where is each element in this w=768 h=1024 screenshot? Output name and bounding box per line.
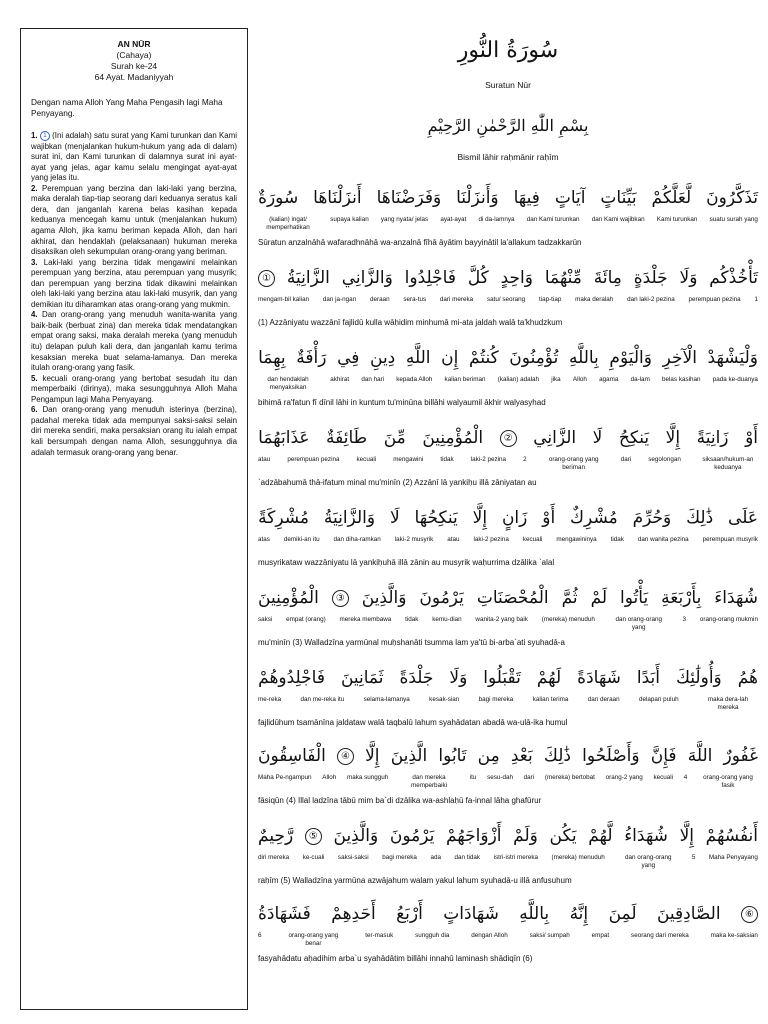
- word-gloss: demiki-an itu: [283, 536, 320, 543]
- word-gloss: sesu-dah: [487, 774, 513, 781]
- arabic-word: الْمُحْصَنَاتِ: [476, 588, 549, 608]
- arabic-line: [258, 178, 758, 218]
- word-gloss: supaya kalian: [330, 216, 369, 223]
- arabic-word: يَرْمُونَ: [389, 826, 435, 846]
- arabic-word: الْآخِرِ: [662, 348, 697, 368]
- word-gloss: dan ja-ngan: [322, 296, 357, 303]
- arabic-word: وَفَرَضْنَاهَا: [376, 188, 442, 208]
- word-gloss: empat (orang): [286, 616, 326, 623]
- arabic-word: مِّنْهُمَا: [544, 268, 582, 288]
- word-gloss: laki-2 musyrik: [394, 536, 434, 543]
- arabic-word: لَمْ: [590, 588, 608, 608]
- word-gloss: kalian terima: [532, 696, 569, 703]
- verse-end-marker-icon: ④: [337, 748, 354, 765]
- arabic-word: وَالزَّانِي: [341, 268, 393, 288]
- transliteration-line: `adzābahumā thā-ifatum minal mu'minīn (2) Azzānī lā yankiḥu illā zāniyatan au: [258, 478, 537, 487]
- word-gloss: dan Kami wajibkan: [591, 216, 645, 223]
- word-gloss: orang-orang mukmin: [699, 616, 758, 623]
- arabic-word: وَأُولَٰئِكَ: [675, 668, 722, 688]
- arabic-word: الْمُؤْمِنِينَ: [422, 428, 484, 448]
- arabic-line: [258, 418, 758, 458]
- arabic-word: بِاللَّهِ: [568, 348, 599, 368]
- arabic-word: ثُمَّ: [561, 588, 578, 608]
- arabic-word: الصَّادِقِينَ: [656, 904, 721, 924]
- word-gloss: tiap-tiap: [538, 296, 562, 303]
- verse-row: [258, 498, 758, 578]
- verse-translation: [31, 258, 237, 311]
- arabic-word: ثَمَانِينَ: [340, 668, 384, 688]
- arabic-line: [258, 736, 758, 776]
- verse-row: [258, 816, 758, 896]
- arabic-word: رَأْفَةٌ: [296, 348, 327, 368]
- word-gloss: sera-tus: [403, 296, 427, 303]
- arabic-word: جَلْدَةٍ: [633, 268, 668, 288]
- transliteration-line: (1) Azzāniyatu wazzānī fajlidū kulla wāḥidim minhumā mi-ata jaldah walā ta'khudzkum: [258, 318, 563, 327]
- transliteration-line: fajlidūhum tsamānīna jaldataw walā taqbalū lahum syahādatan abadā wa-ulā-ika humul: [258, 718, 568, 727]
- word-gloss: mengawini: [393, 456, 424, 463]
- word-gloss: dan hendaklah menyaksikan: [267, 376, 309, 391]
- verse-row: [258, 658, 758, 738]
- verse-translation: [31, 184, 237, 258]
- arabic-word: وَأَصْلَحُوا: [582, 746, 640, 766]
- word-gloss: Kami turunkan: [656, 216, 698, 223]
- word-gloss: laki-2 pezina: [473, 536, 509, 543]
- word-gloss: dari: [523, 774, 535, 781]
- verse-row: [258, 338, 758, 418]
- word-gloss: dan mereka memperbaiki: [410, 774, 448, 789]
- word-gloss: dan laki-2 pezina: [627, 296, 675, 303]
- arabic-word: اللَّهِ: [405, 348, 431, 368]
- word-gloss: saksi: [258, 616, 273, 623]
- verse-end-marker-icon: ③: [332, 590, 349, 607]
- arabic-line: [258, 338, 758, 378]
- word-gloss: dan tidak: [454, 854, 481, 861]
- word-gloss-line: [258, 854, 758, 876]
- word-gloss-line: [258, 774, 758, 796]
- surah-name-latin: Suratun Nūr: [485, 80, 531, 90]
- arabic-word: وَلَا: [679, 268, 698, 288]
- word-gloss: 3: [682, 616, 687, 623]
- arabic-word: أَحَدِهِمْ: [331, 904, 376, 924]
- word-gloss: empat: [591, 932, 610, 939]
- verse-end-marker-icon: ①: [258, 270, 275, 287]
- verse-text: kecuali orang-orang yang bertobat sesudah itu dan memperbaiki (dirinya), maka sesungguhnya Alloh Maha Pengampun lagi Maha Penyayang.: [31, 373, 237, 404]
- word-gloss: (mereka) menuduh: [541, 616, 595, 623]
- arabic-word: تَابُوا: [438, 746, 467, 766]
- arabic-word: إِلَّا: [472, 508, 488, 528]
- arabic-word: الزَّانِي: [533, 428, 577, 448]
- word-gloss: siksaan/hukum-an keduanya: [702, 456, 754, 471]
- verse-translation-list: [31, 131, 237, 458]
- arabic-word: أَزْوَاجَهُمْ: [445, 826, 502, 846]
- verse-number: 5.: [31, 373, 43, 383]
- arabic-word: لَا: [592, 428, 603, 448]
- arabic-word: عَذَابَهُمَا: [258, 428, 310, 448]
- word-gloss: laki-2 pezina: [470, 456, 507, 463]
- word-gloss: kecuali: [522, 536, 543, 543]
- verse-number: 4.: [31, 310, 43, 320]
- arabic-word: مِائَةَ: [593, 268, 622, 288]
- arabic-word: وَلَمْ: [513, 826, 538, 846]
- arabic-word: أَنزَلْنَاهَا: [313, 188, 362, 208]
- arabic-word: بِهِمَا: [258, 348, 286, 368]
- word-gloss: kesak-sian: [429, 696, 460, 703]
- arabic-word: جَلْدَةً: [399, 668, 434, 688]
- word-gloss: segolongan: [648, 456, 681, 463]
- arabic-word: فِي: [337, 348, 360, 368]
- arabic-word: تَأْخُذْكُم: [709, 268, 758, 288]
- arabic-word: الزَّانِيَةُ: [286, 268, 330, 288]
- word-gloss: Maha Penyayang: [708, 854, 758, 861]
- verse-text: Dan orang-orang yang menuduh isterinya (berzina), padahal mereka tidak ada mempunyai saksi-saksi selain diri mereka sendiri, maka persaksian orang itu ialah empat kali bersumpah dengan nama Alloh, sesungguhnya dia adalah termasuk orang-orang yang benar.: [31, 405, 237, 457]
- word-gloss: dan diha-ramkan: [333, 536, 381, 543]
- arabic-word: يَنكِحُ: [618, 428, 650, 448]
- word-gloss: perempuan pezina: [287, 456, 340, 463]
- arabic-word: أَوْ: [745, 428, 758, 448]
- arabic-word: اللَّهَ: [687, 746, 713, 766]
- arabic-word: آيَاتٍ: [554, 188, 586, 208]
- arabic-word: يَنكِحُهَا: [414, 508, 458, 528]
- verse-text: Perempuan yang berzina dan laki-laki yang berzina, maka deralah tiap-tiap seorang dari keduanya seratus kali dera, dan janganlah karena belas kasihan kepada keduanya mencegah kamu untuk (menjalankan hukum) agama Alloh, jika kamu beriman kepada Alloh, dan hari akhirat, dan hendaklah (pelaksanaan) hukuman mereka disaksikan oleh sekumpulan orang-orang yang beriman.: [31, 183, 238, 257]
- word-gloss: Alloh: [322, 774, 337, 781]
- word-gloss: orang-orang yang beriman: [548, 456, 599, 471]
- word-gloss: dan Kami turunkan: [526, 216, 580, 223]
- verse-number: 3.: [31, 257, 44, 267]
- arabic-word: وَالْيَوْمِ: [609, 348, 652, 368]
- word-gloss-line: [258, 216, 758, 238]
- arabic-word: زَانِيَةً: [696, 428, 729, 448]
- word-gloss: seorang dari mereka: [631, 932, 689, 939]
- arabic-word: غَفُورٌ: [723, 746, 758, 766]
- arabic-word: إِلَّا: [665, 428, 681, 448]
- word-gloss: suatu surah yang: [709, 216, 758, 223]
- transliteration-line: fasyahādatu aḥadihim arba`u syahādātim billāhi innahū laminash shādiqīn (6): [258, 954, 533, 963]
- verse-end-marker-icon: ⑥: [741, 906, 758, 923]
- arabic-word: يَرْمُونَ: [419, 588, 464, 608]
- word-gloss: maka dera-lah mereka: [707, 696, 749, 711]
- word-gloss: atau: [258, 456, 271, 463]
- word-gloss: tidak: [610, 536, 624, 543]
- word-gloss: 4: [683, 774, 688, 781]
- arabic-word: عَلَى: [728, 508, 758, 528]
- word-gloss: dan orang-orang yang: [624, 854, 672, 869]
- verse-row: [258, 736, 758, 816]
- word-gloss: maka sungguh: [346, 774, 389, 781]
- arabic-word: شَهَادَةً: [577, 668, 621, 688]
- arabic-word: إِنَّهُ: [569, 904, 589, 924]
- verse-text: (Ini adalah) satu surat yang Kami turunkan dan Kami wajibkan (menjalankan hukum-hukum yang ada di dalam) surat ini, dan Kami turunkan di dalamnya surat ini ayat-ayat yang jelas, agar kamu selalu mengingat ayat-ayat yang jelas itu.: [31, 131, 237, 183]
- word-gloss: diri mereka: [258, 854, 290, 861]
- word-gloss: bagi mereka: [478, 696, 514, 703]
- arabic-word: مُشْرِكٌ: [570, 508, 618, 528]
- arabic-word: يَكُن: [549, 826, 577, 846]
- word-gloss: orang-orang yang fasik: [703, 774, 753, 789]
- word-gloss: dan orang-orang yang: [615, 616, 663, 631]
- arabic-word: ذَٰلِكَ: [543, 746, 571, 766]
- arabic-word: وَأَنزَلْنَا: [456, 188, 499, 208]
- word-gloss: 6: [258, 932, 262, 939]
- word-gloss: Maha Pe-ngampun: [258, 774, 312, 781]
- word-gloss: kecuali: [356, 456, 377, 463]
- arabic-word: شُهَدَاءُ: [624, 826, 668, 846]
- arabic-line: [258, 816, 758, 856]
- word-gloss: sungguh dia: [415, 932, 450, 939]
- transliteration-line: Sūratun anzalnāhā wafaradhnāhā wa-anzalnā fīhā āyātim bayyinātil la'allakum tadzakkarūn: [258, 238, 582, 247]
- arabic-word: لَمِنَ: [608, 904, 637, 924]
- arabic-line: [258, 498, 758, 538]
- word-gloss: bagi mereka: [382, 854, 417, 861]
- arabic-word: تُؤْمِنُونَ: [509, 348, 559, 368]
- arabic-word: الْفَاسِقُونَ: [258, 746, 326, 766]
- translation-panel: [20, 28, 248, 1010]
- transliteration-line: fāsiqūn (4) Illal ladzīna tābū mim ba`di dzālika wa-ashlaḥū fa-innal lāha ghafūrur: [258, 796, 542, 805]
- basmala-translation: Dengan nama Alloh Yang Maha Pengasih lagi Maha Penyayang.: [31, 97, 223, 118]
- word-gloss: dari mereka: [439, 296, 474, 303]
- word-gloss-line: [258, 696, 758, 718]
- arabic-word: وَلَا: [449, 668, 468, 688]
- arabic-line: [258, 658, 758, 698]
- word-gloss: deraan: [369, 296, 390, 303]
- arabic-word: فَاجْلِدُوهُمْ: [258, 668, 325, 688]
- surah-heading: [31, 39, 237, 83]
- word-gloss-line: [258, 932, 758, 954]
- arabic-word: ذَٰلِكَ: [686, 508, 714, 528]
- basmala-transliteration: Bismil lāhir raḥmānir raḥīm: [457, 152, 559, 162]
- arabic-word: لَّعَلَّكُمْ: [651, 188, 692, 208]
- arabic-word: مِن: [477, 746, 500, 766]
- verse-end-marker-icon: ⑤: [305, 828, 322, 845]
- word-gloss: 2: [523, 456, 527, 463]
- word-gloss-line: [258, 296, 758, 318]
- arabic-word: فَإِنَّ: [650, 746, 677, 766]
- word-gloss: orang-orang yang benar: [288, 932, 339, 947]
- word-gloss: perempuan pezina: [688, 296, 741, 303]
- arabic-word: يَأْتُوا: [620, 588, 649, 608]
- arabic-word: وَاحِدٍ: [500, 268, 533, 288]
- transliteration-line: musyrikataw wazzāniyatu lā yankiḥuhā illā zānin au musyrik waḥurrima dzālika `alal: [258, 558, 555, 567]
- word-gloss: kemu-dian: [432, 616, 462, 623]
- word-gloss: ayat-ayat: [440, 216, 467, 223]
- arabic-word: فَشَهَادَةُ: [258, 904, 311, 924]
- surah-ayat-count: 64 Ayat. Madaniyyah: [94, 72, 174, 82]
- word-gloss: maka ke-saksian: [710, 932, 758, 939]
- verse-number: 6.: [31, 405, 43, 415]
- word-gloss: jika: [551, 376, 561, 383]
- arabic-word: إِن: [441, 348, 459, 368]
- verse-text: Laki-laki yang berzina tidak mengawini melainkan perempuan yang berzina, atau perempuan yang musyrik; dan perempuan yang berzina tidak dikawini melainkan oleh laki-laki yang berzina atau laki-laki musyrik, dan yang demikian itu diharamkan atas orang-orang yang mukmin.: [31, 257, 238, 309]
- word-gloss: delapan puluh: [639, 696, 679, 703]
- word-gloss: 5: [691, 854, 696, 861]
- arabic-word: الَّذِينَ: [390, 746, 428, 766]
- word-gloss: orang-2 yang: [605, 774, 643, 781]
- word-gloss: (kalian) ingat/ memperhatikan: [266, 216, 310, 231]
- verse-row: [258, 418, 758, 498]
- arabic-word: طَائِفَةٌ: [326, 428, 368, 448]
- word-gloss: tidak: [440, 456, 454, 463]
- arabic-line: [258, 894, 758, 934]
- verse-marker-icon: 1: [40, 131, 50, 141]
- arabic-word: مُشْرِكَةً: [258, 508, 309, 528]
- arabic-word: بِاللَّهِ: [519, 904, 550, 924]
- word-gloss: saksi/ sumpah: [529, 932, 570, 939]
- arabic-word: إِلَّا: [679, 826, 694, 846]
- verse-translation: [31, 405, 237, 458]
- word-gloss: selama-lamanya: [363, 696, 410, 703]
- word-gloss: da-lam: [630, 376, 650, 383]
- word-gloss: tidak: [405, 616, 419, 623]
- word-gloss: (mereka) bertobat: [544, 774, 595, 781]
- verse-translation: [31, 310, 237, 373]
- verse-number: 2.: [31, 183, 43, 193]
- arabic-word: سُورَةٌ: [258, 188, 299, 208]
- word-gloss: Alloh: [572, 376, 587, 383]
- arabic-word: بَعْدِ: [510, 746, 533, 766]
- word-gloss: belas kasihan: [662, 376, 701, 383]
- arabic-word: زَانٍ: [501, 508, 528, 528]
- verse-text: Dan orang-orang yang menuduh wanita-wanita yang baik-baik (berbuat zina) dan mereka tidak mendatangkan empat orang saksi, maka deralah mereka (yang menuduh itu) delapan puluh kali dera, dan janganlah kamu terima kesaksian mereka buat selama-lamanya. Dan mereka itulah orang-orang yang fasik.: [31, 310, 237, 373]
- word-gloss-line: [258, 456, 758, 478]
- word-gloss: kecuali: [653, 774, 674, 781]
- arabic-word: أَوْ: [542, 508, 556, 528]
- arabic-word: لَا: [389, 508, 400, 528]
- arabic-panel: [258, 0, 758, 1024]
- word-gloss: (kalian) adalah: [497, 376, 540, 383]
- transliteration-line: mu'minīn (3) Walladzīna yarmūnal muḥshanāti tsumma lam ya'tū bi-arba`ati syuhadā-a: [258, 638, 565, 647]
- arabic-word: وَالَّذِينَ: [361, 588, 407, 608]
- arabic-word: وَلْيَشْهَدْ: [707, 348, 758, 368]
- verse-row: [258, 258, 758, 338]
- arabic-word: فِيهَا: [513, 188, 540, 208]
- word-gloss: ter-masuk: [365, 932, 394, 939]
- arabic-line: [258, 258, 758, 298]
- arabic-word: وَحُرِّمَ: [632, 508, 672, 528]
- word-gloss: mengawininya: [556, 536, 597, 543]
- word-gloss: dan me-reka itu: [300, 696, 345, 703]
- word-gloss-line: [258, 376, 758, 398]
- arabic-word: تَذَكَّرُونَ: [706, 188, 758, 208]
- arabic-word: هُمُ: [737, 668, 758, 688]
- word-gloss: mereka membawa: [339, 616, 392, 623]
- word-gloss: dan deraan: [587, 696, 620, 703]
- arabic-word: أَنفُسُهُمْ: [705, 826, 758, 846]
- transliteration-line: bihimā ra'fatun fī dīnil lāhi in kuntum tu'minūna billāhi walyaumil ākhir walyasyhad: [258, 398, 546, 407]
- word-gloss: ada: [430, 854, 441, 861]
- word-gloss: ke-cuali: [302, 854, 325, 861]
- word-gloss: mengam-bil kalian: [258, 296, 310, 303]
- word-gloss: perempuan musyrik: [702, 536, 758, 543]
- arabic-word: تَقْبَلُوا: [483, 668, 521, 688]
- arabic-word: شُهَدَاءَ: [714, 588, 758, 608]
- verse-translation: [31, 131, 237, 184]
- basmala-calligraphy: بِسْمِ اللّٰهِ الرَّحْمٰنِ الرَّحِيْمِ: [427, 116, 589, 135]
- word-gloss-line: [258, 616, 758, 638]
- word-gloss: istri-istri mereka: [493, 854, 539, 861]
- surah-calligraphy: سُورَةُ النُّورِ: [457, 38, 559, 63]
- word-gloss: wanita-2 yang baik: [475, 616, 528, 623]
- verse-row: [258, 178, 758, 258]
- arabic-word: وَالَّذِينَ: [333, 826, 379, 846]
- arabic-word: الْمُؤْمِنِينَ: [258, 588, 319, 608]
- word-gloss: di da-lamnya: [478, 216, 515, 223]
- arabic-word: شَهَادَاتٍ: [443, 904, 499, 924]
- word-gloss: yang nyata/ jelas: [380, 216, 429, 223]
- arabic-word: رَّحِيمٌ: [258, 826, 294, 846]
- word-gloss: (mereka) menuduh: [551, 854, 605, 861]
- arabic-word: وَالزَّانِيَةُ: [323, 508, 376, 528]
- arabic-word: بَيِّنَاتٍ: [600, 188, 637, 208]
- arabic-word: فَاجْلِدُوا: [404, 268, 456, 288]
- arabic-word: مِّنَ: [383, 428, 406, 448]
- arabic-word: أَرْبَعُ: [396, 904, 423, 924]
- word-gloss: akhirat: [330, 376, 350, 383]
- arabic-word: كُلَّ: [467, 268, 489, 288]
- transliteration-line: raḥīm (5) Walladzīna yarmūna azwājahum walam yakul lahum syuhadā-u illā anfusuhum: [258, 876, 572, 885]
- word-gloss-line: [258, 536, 758, 558]
- arabic-word: لَهُمْ: [536, 668, 562, 688]
- word-gloss: kepada Alloh: [396, 376, 433, 383]
- verse-end-marker-icon: ②: [500, 430, 517, 447]
- verse-row: [258, 894, 758, 974]
- word-gloss: me-reka: [258, 696, 282, 703]
- arabic-word: إِلَّا: [365, 746, 380, 766]
- arabic-word: دِينِ: [370, 348, 396, 368]
- word-gloss: dengan Alloh: [471, 932, 508, 939]
- word-gloss: kalian beriman: [444, 376, 486, 383]
- verse-number: 1.: [31, 131, 40, 141]
- word-gloss: pada ke-duanya: [712, 376, 758, 383]
- word-gloss: itu: [469, 774, 477, 781]
- arabic-line: [258, 578, 758, 618]
- word-gloss: dari: [620, 456, 632, 463]
- word-gloss: satu/ seorang: [486, 296, 526, 303]
- arabic-word: بِأَرْبَعَةِ: [661, 588, 702, 608]
- arabic-word: كُنتُمْ: [469, 348, 499, 368]
- word-gloss: 1: [754, 296, 758, 303]
- word-gloss: dan hari: [361, 376, 385, 383]
- arabic-word: أَبَدًا: [636, 668, 660, 688]
- surah-number: Surah ke-24: [110, 61, 158, 71]
- word-gloss: atas: [258, 536, 270, 543]
- word-gloss: dan wanita pezina: [637, 536, 689, 543]
- surah-title: AN NŪR: [117, 39, 151, 49]
- word-gloss: atau: [447, 536, 460, 543]
- word-gloss: agama: [599, 376, 619, 383]
- verse-row: [258, 578, 758, 658]
- surah-subtitle: (Cahaya): [116, 50, 152, 60]
- verse-translation: [31, 374, 237, 406]
- arabic-word: لَّهُمْ: [588, 826, 613, 846]
- word-gloss: maka deralah: [575, 296, 614, 303]
- word-gloss: saksi-saksi: [337, 854, 369, 861]
